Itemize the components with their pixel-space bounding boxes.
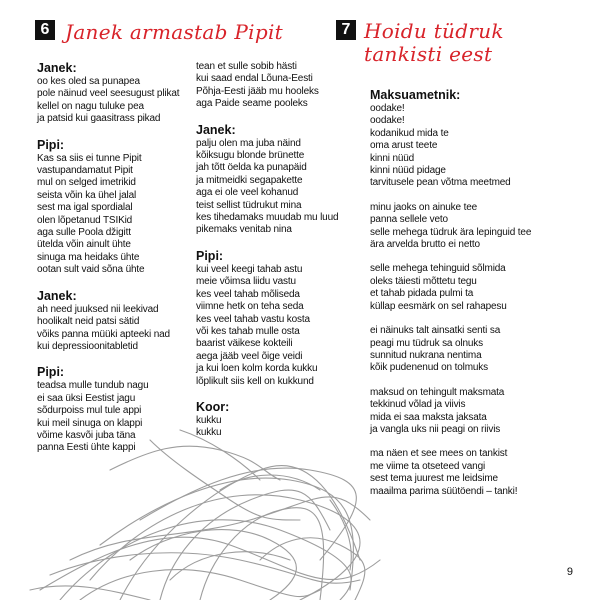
lyric-line: mul on selged imetrikid — [37, 177, 136, 189]
lyric-line: ära arvelda brutto ei netto — [370, 239, 480, 251]
lyric-line: kukku — [196, 414, 222, 426]
verse-block — [370, 263, 585, 313]
lyric-line: selle mehega tehinguid sõlmida — [370, 263, 506, 275]
song-number-badge: 7 — [336, 20, 356, 40]
lyric-line: kellel on nagu tuluke pea — [37, 100, 144, 112]
lyric-line: tekkinud võlad ja viivis — [370, 399, 466, 411]
lyric-line: ütelda võin ainult ühte — [37, 239, 131, 251]
lyric-line: sest ma igal spordialal — [37, 202, 133, 214]
lyric-line: või kes tahab mulle osta — [196, 325, 300, 337]
speaker-label: Maksuametnik: — [370, 88, 461, 102]
lyric-line: kes veel tahab mõliseda — [196, 288, 300, 300]
lyric-line: Põhja-Eesti jääb mu hooleks — [196, 85, 319, 97]
lyric-line: sunnitud nukrana nentima — [370, 349, 482, 361]
lyric-line: maksud on tehingult maksmata — [370, 386, 505, 398]
lyric-line: kui veel keegi tahab astu — [196, 263, 303, 275]
lyric-line: oma arust teete — [370, 140, 438, 152]
lyric-line: võiks panna müüki apteeki nad — [37, 328, 170, 340]
speaker-label: Janek: — [37, 61, 77, 75]
lyric-line: teist sellist tüdrukut mina — [196, 199, 302, 211]
page-number: 9 — [566, 566, 573, 578]
verse-block — [37, 289, 197, 354]
song-6-title: Janek armastab Pipit — [65, 20, 283, 44]
lyric-line: ma näen et see mees on tankist — [370, 448, 508, 460]
song-7-heading — [336, 20, 504, 66]
verse-block — [37, 61, 197, 126]
lyric-line: peagi mu tüdruk sa olnuks — [370, 337, 483, 349]
speaker-label: Janek: — [37, 288, 77, 303]
verse-block — [370, 103, 585, 190]
lyric-line: oleks täiesti mõttetu tegu — [370, 275, 477, 287]
verse-block — [370, 325, 585, 375]
lyric-line: küllap eesmärk on sel rahapesu — [370, 300, 507, 312]
verse-block — [37, 138, 197, 277]
lyric-line: baarist väikese kokteili — [196, 338, 293, 350]
song-7-title-line-2: tankisti eest — [364, 42, 493, 66]
speaker-label: Pipi: — [196, 248, 224, 263]
lyric-line: meie võimsa liidu vastu — [196, 276, 296, 288]
lyric-line: kinni nüüd pidage — [370, 165, 446, 177]
lyric-line: sest tema juurest me leidsime — [370, 473, 498, 485]
lyric-line: mida ei saa maksta jaksata — [370, 411, 487, 423]
lyric-line: vastupandamatut Pipit — [37, 165, 133, 177]
lyric-line: seista võin ka ühel jalal — [37, 189, 137, 201]
lyric-line: ei näinuks talt ainsatki senti sa — [370, 325, 501, 337]
lyric-line: panna sellele veto — [370, 214, 448, 226]
lyric-line: ja mitmeidki segapakette — [196, 174, 303, 186]
lyric-line: tean et sulle sobib hästi — [196, 61, 297, 72]
lyric-line: teadsa mulle tundub nagu — [37, 380, 149, 392]
verse-block — [196, 123, 346, 237]
lyric-line: jah tõtt öelda ka punapäid — [196, 162, 307, 174]
lyric-line: oodake! — [370, 103, 405, 114]
verse-block — [370, 387, 585, 437]
lyric-line: olen lõpetanud TSIKid — [37, 214, 133, 226]
song-7-column — [370, 88, 585, 510]
lyric-line: panna Eesti ühte kappi — [37, 442, 136, 454]
lyric-line: et tahab pidada pulmi ta — [370, 288, 474, 300]
song-7-title — [364, 20, 504, 66]
lyric-line: kõiksugu blonde brünette — [196, 150, 305, 162]
lyric-line: ja kui loen kolm korda kukku — [196, 363, 318, 375]
lyric-line: viimne hetk on teha seda — [196, 301, 304, 313]
lyric-line: aga ei ole veel kohanud — [196, 187, 299, 199]
lyric-line: kukku — [196, 427, 222, 439]
verse-block — [37, 365, 197, 454]
verse-block — [196, 400, 346, 440]
lyric-line: pikemaks venitab nina — [196, 224, 292, 236]
lyric-line: võime kasvõi juba täna — [37, 429, 136, 441]
song-6-column-2 — [196, 61, 346, 452]
speaker-label: Koor: — [196, 399, 230, 414]
speaker-label: Pipi: — [37, 365, 65, 380]
lyric-line: aega jääb veel õige veidi — [196, 350, 303, 362]
lyric-line: selle mehega tüdruk ära lepinguid tee — [370, 226, 532, 238]
song-6-heading — [35, 20, 283, 44]
lyric-line: tarvitusele pean võtma meetmed — [370, 177, 511, 189]
lyric-line: kes veel tahab vastu kosta — [196, 313, 310, 325]
lyric-line: oo kes oled sa punapea — [37, 76, 140, 87]
lyric-line: ja vangla uks nii peagi on riivis — [370, 423, 501, 435]
speaker-label: Pipi: — [37, 137, 65, 152]
lyric-line: kodanikud mida te — [370, 127, 449, 139]
lyric-line: ei saa üksi Eestist jagu — [37, 392, 136, 404]
lyric-line: ah need juuksed nii leekivad — [37, 303, 159, 315]
lyric-line: sõdurpoiss mul tule appi — [37, 405, 142, 417]
lyric-line: pole näinud veel seesugust plikat — [37, 88, 180, 100]
lyric-line: ootan sult vaid sõna ühte — [37, 264, 145, 276]
verse-block — [196, 249, 346, 388]
lyric-line: aga Paide seame pooleks — [196, 98, 308, 110]
lyric-line: kõik pudenenud on tolmuks — [370, 362, 488, 374]
lyric-line: kes tihedamaks muudab mu luud — [196, 212, 339, 224]
lyric-line: Kas sa siis ei tunne Pipit — [37, 152, 142, 164]
lyric-line: maailma parima süütöendi – tanki! — [370, 485, 518, 497]
lyric-line: me viime ta otseteed vangi — [370, 460, 486, 472]
song-number-badge: 6 — [35, 20, 55, 40]
lyric-line: palju olen ma juba näind — [196, 137, 301, 149]
lyric-line: lõplikult siis kell on kukkund — [196, 375, 314, 387]
song-6-column-1 — [37, 61, 197, 467]
lyric-line: minu jaoks on ainuke tee — [370, 201, 478, 213]
lyric-line: kui saad endal Lõuna-Eesti — [196, 73, 313, 85]
verse-block — [196, 61, 346, 111]
lyric-line: ja patsid kui gaasitrass pikad — [37, 113, 161, 125]
lyric-line: hoolikalt neid patsi sätid — [37, 316, 140, 328]
lyric-line: kui meil sinuga on klappi — [37, 417, 143, 429]
lyric-line: kui depressioonitabletid — [37, 340, 138, 352]
lyric-line: kinni nüüd — [370, 152, 415, 164]
verse-block — [370, 202, 585, 252]
speaker-label: Janek: — [196, 122, 236, 137]
verse-block — [370, 448, 585, 498]
song-7-title-line-1: Hoidu tüdruk — [364, 19, 504, 43]
lyric-line: sinuga ma heidaks ühte — [37, 251, 140, 263]
lyric-line: oodake! — [370, 115, 405, 127]
lyric-line: aga sulle Poola džigitt — [37, 227, 131, 239]
